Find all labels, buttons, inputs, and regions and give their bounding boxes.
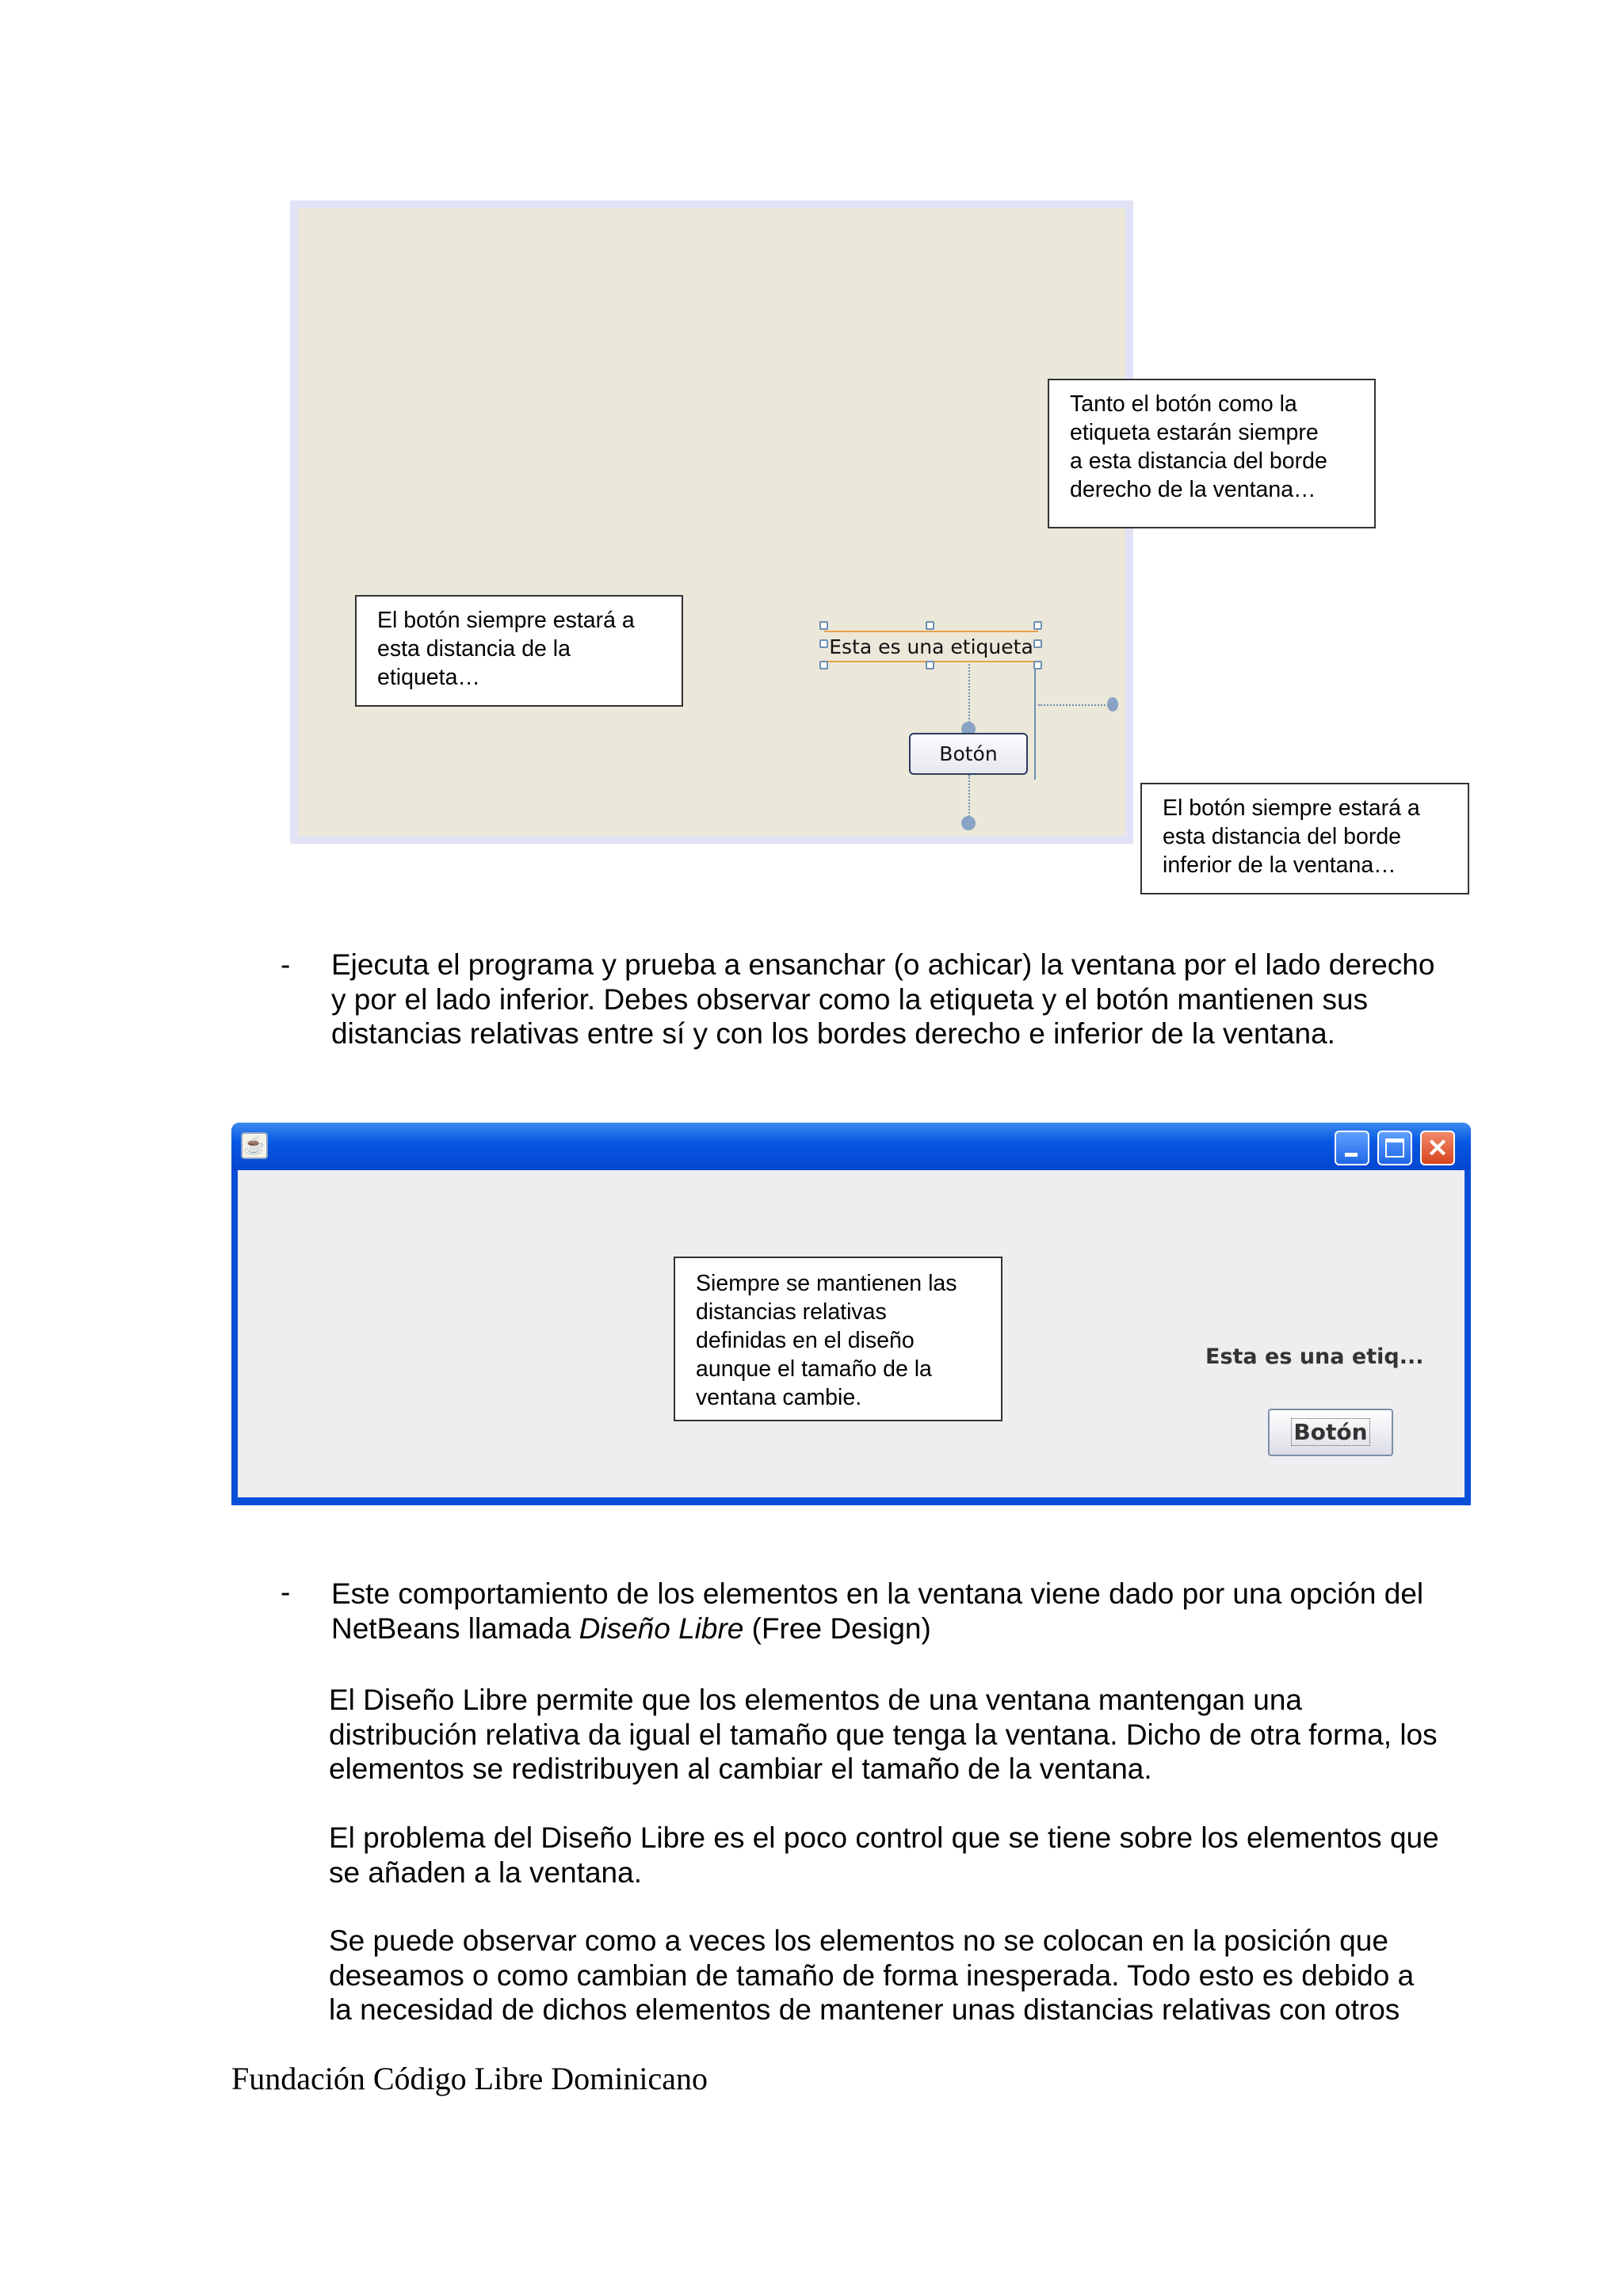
text-line	[331, 1611, 1423, 1646]
callout-line: El botón siempre estará a	[1163, 795, 1420, 821]
footer: Fundación Código Libre Dominicano	[231, 2061, 708, 2096]
callout-line: a esta distancia del borde	[1070, 448, 1327, 474]
text-line: Este comportamiento de los elementos en la ventana viene dado por una opción del	[331, 1577, 1424, 1610]
paragraph	[329, 1924, 1414, 2027]
bullet2-text	[331, 1577, 1423, 1646]
callout-line: derecho de la ventana…	[1070, 477, 1316, 502]
right-anchor	[1107, 697, 1118, 711]
resize-handle[interactable]	[926, 661, 934, 669]
text-line: se añaden a la ventana.	[329, 1855, 642, 1889]
callout-line: esta distancia del borde	[1163, 824, 1402, 849]
java-coffee-icon[interactable]: ☕	[241, 1132, 268, 1159]
app-label: Esta es una etiq...	[1205, 1344, 1424, 1369]
resize-handle[interactable]	[819, 661, 828, 669]
resize-handle[interactable]	[1033, 661, 1042, 669]
minimize-button[interactable]	[1335, 1131, 1369, 1165]
text-line: la necesidad de dichos elementos de mantener unas distancias relativas con otros	[329, 1993, 1400, 2026]
text-line: El problema del Diseño Libre es el poco control que se tiene sobre los elementos que	[329, 1821, 1439, 1854]
text-line: El Diseño Libre permite que los elementos de una ventana mantengan una	[329, 1684, 1302, 1716]
maximize-icon	[1385, 1138, 1404, 1158]
resize-handle[interactable]	[819, 639, 828, 648]
bottom-anchor	[961, 816, 976, 830]
text-segment: (Free Design)	[743, 1611, 931, 1645]
text-segment: NetBeans llamada	[331, 1611, 579, 1645]
callout-line: inferior de la ventana…	[1163, 852, 1396, 878]
text-line: Se puede observar como a veces los elementos no se colocan en la posición que	[329, 1924, 1388, 1957]
callout-line: El botón siempre estará a	[377, 608, 635, 633]
bullet-dash: -	[281, 1576, 291, 1608]
bullet-dash: -	[281, 948, 291, 981]
italic-term: Diseño Libre	[579, 1611, 744, 1645]
right-alignment-guide	[1034, 662, 1036, 780]
text-line: Ejecuta el programa y prueba a ensanchar (o achicar) la ventana por el lado derecho	[331, 948, 1435, 981]
text-line: deseamos o como cambian de tamaño de forma inesperada. Todo esto es debido a	[329, 1958, 1415, 1992]
design-label[interactable]: Esta es una etiqueta	[824, 631, 1038, 662]
callout-relative-distances	[674, 1257, 1002, 1421]
resize-handle[interactable]	[1033, 621, 1042, 630]
maximize-button[interactable]	[1377, 1131, 1412, 1165]
callout-line: etiqueta…	[377, 665, 480, 690]
callout-bottom-edge	[1140, 783, 1469, 894]
bullet1-text	[331, 948, 1434, 1051]
close-button[interactable]	[1420, 1131, 1455, 1165]
bottom-gap-guide	[968, 775, 970, 822]
app-button-label: Botón	[1291, 1418, 1369, 1446]
callout-label-distance	[355, 595, 683, 707]
callout-line: Tanto el botón como la	[1070, 391, 1297, 417]
design-button[interactable]: Botón	[909, 733, 1028, 775]
close-icon: ✕	[1426, 1134, 1449, 1162]
callout-right-edge	[1048, 379, 1376, 528]
resize-handle[interactable]	[1033, 639, 1042, 648]
app-button[interactable]	[1268, 1409, 1393, 1456]
callout-line: Siempre se mantienen las	[696, 1271, 957, 1296]
callout-line: ventana cambie.	[696, 1385, 862, 1410]
callout-line: esta distancia de la	[377, 636, 571, 662]
text-line: elementos se redistribuyen al cambiar el tamaño de la ventana.	[329, 1753, 1152, 1785]
callout-line: etiqueta estarán siempre	[1070, 420, 1319, 445]
text-line: distribución relativa da igual el tamaño que tenga la ventana. Dicho de otra forma, los	[329, 1718, 1438, 1751]
resize-handle[interactable]	[926, 621, 934, 630]
callout-line: definidas en el diseño	[696, 1328, 915, 1353]
minimize-icon	[1345, 1153, 1358, 1157]
resize-handle[interactable]	[819, 621, 828, 630]
callout-line: aunque el tamaño de la	[696, 1356, 932, 1382]
text-line: distancias relativas entre sí y con los bordes derecho e inferior de la ventana.	[331, 1017, 1335, 1050]
title-bar[interactable]	[231, 1123, 1471, 1170]
callout-line: distancias relativas	[696, 1299, 887, 1325]
paragraph	[329, 1683, 1438, 1787]
paragraph	[329, 1821, 1439, 1890]
text-line: y por el lado inferior. Debes observar como la etiqueta y el botón mantienen sus	[331, 982, 1369, 1016]
right-gap-guide	[1038, 704, 1114, 706]
